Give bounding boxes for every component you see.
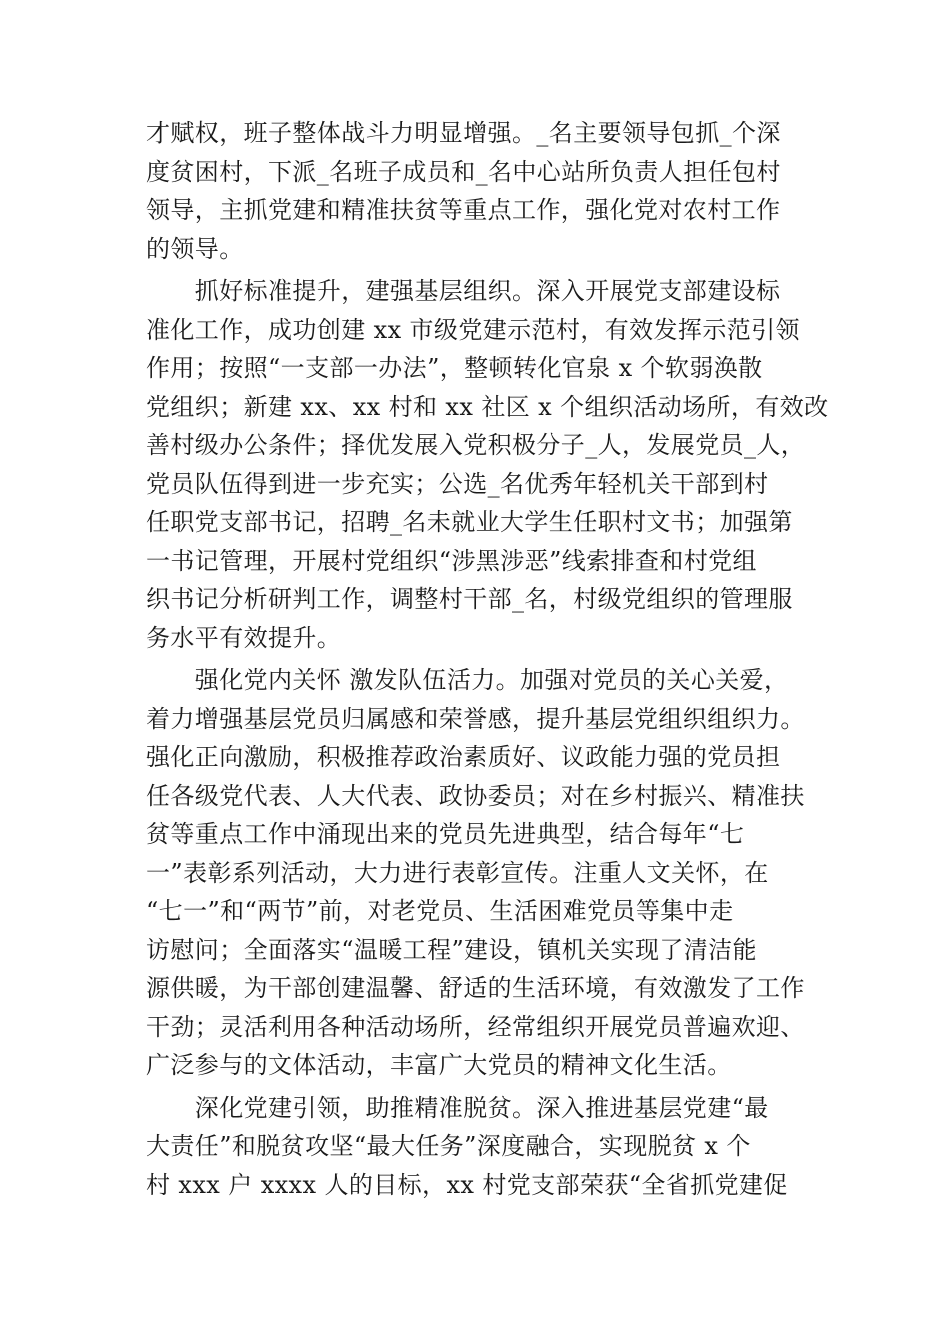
text-line: 的领导。 [146, 234, 244, 263]
text-line: 强化正向激励，积极推荐政治素质好、议政能力强的党员担 [146, 743, 781, 771]
text-line: 一书记管理，开展村党组织“涉黑涉恶”线索排查和村党组 [146, 546, 757, 575]
text-line: “七一”和“两节”前，对老党员、生活困难党员等集中走 [146, 897, 734, 925]
text-line: 源供暖，为干部创建温馨、舒适的生活环境，有效激发了工作 [146, 974, 805, 1002]
text-line: 善村级办公条件；择优发展入党积极分子_人，发展党员_人， [146, 431, 806, 459]
text-line: 党组织；新建 xx、xx 村和 xx 社区 x 个组织活动场所，有效改 [146, 392, 829, 421]
text-line: 抓好标准提升，建强基层组织。深入开展党支部建设标 [146, 277, 781, 305]
text-line: 织书记分析研判工作，调整村干部_名，村级党组织的管理服 [146, 585, 793, 613]
text-line: 贫等重点工作中涌现出来的党员先进典型，结合每年“七 [146, 820, 745, 848]
text-line: 准化工作，成功创建 xx 市级党建示范村，有效发挥示范引领 [146, 315, 800, 344]
text-line: 党员队伍得到进一步充实；公选_名优秀年轻机关干部到村 [146, 469, 769, 498]
text-line: 广泛参与的文体活动，丰富广大党员的精神文化生活。 [146, 1051, 732, 1079]
text-line: 强化党内关怀 激发队伍活力。加强对党员的关心关爱， [146, 666, 789, 694]
text-line: 大责任”和脱贫攻坚“最大任务”深度融合，实现脱贫 x 个 [146, 1132, 751, 1160]
text-line: 一”表彰系列活动，大力进行表彰宣传。注重人文关怀，在 [146, 858, 769, 887]
text-line: 访慰问；全面落实“温暖工程”建设，镇机关实现了清洁能 [146, 935, 757, 964]
text-line: 务水平有效提升。 [146, 623, 342, 652]
body-text [146, 114, 829, 1204]
text-line: 任各级党代表、人大代表、政协委员；对在乡村振兴、精准扶 [146, 781, 805, 810]
text-line: 才赋权，班子整体战斗力明显增强。_名主要领导包抓_个深 [146, 119, 781, 147]
text-line: 度贫困村，下派_名班子成员和_名中心站所负责人担任包村 [146, 157, 781, 186]
text-line: 任职党支部书记，招聘_名未就业大学生任职村文书；加强第 [146, 508, 793, 536]
text-line: 领导，主抓党建和精准扶贫等重点工作，强化党对农村工作 [146, 196, 781, 224]
text-line: 深化党建引领，助推精准脱贫。深入推进基层党建“最 [146, 1093, 769, 1122]
text-line: 着力增强基层党员归属感和荣誉感，提升基层党组织组织力。 [146, 704, 805, 733]
text-line: 干劲；灵活利用各种活动场所，经常组织开展党员普遍欢迎、 [146, 1012, 805, 1041]
text-line: 作用；按照“一支部一办法”，整顿转化官泉 x 个软弱涣散 [146, 354, 763, 382]
text-line: 村 xxx 户 xxxx 人的目标，xx 村党支部荣获“全省抓党建促 [146, 1170, 788, 1199]
